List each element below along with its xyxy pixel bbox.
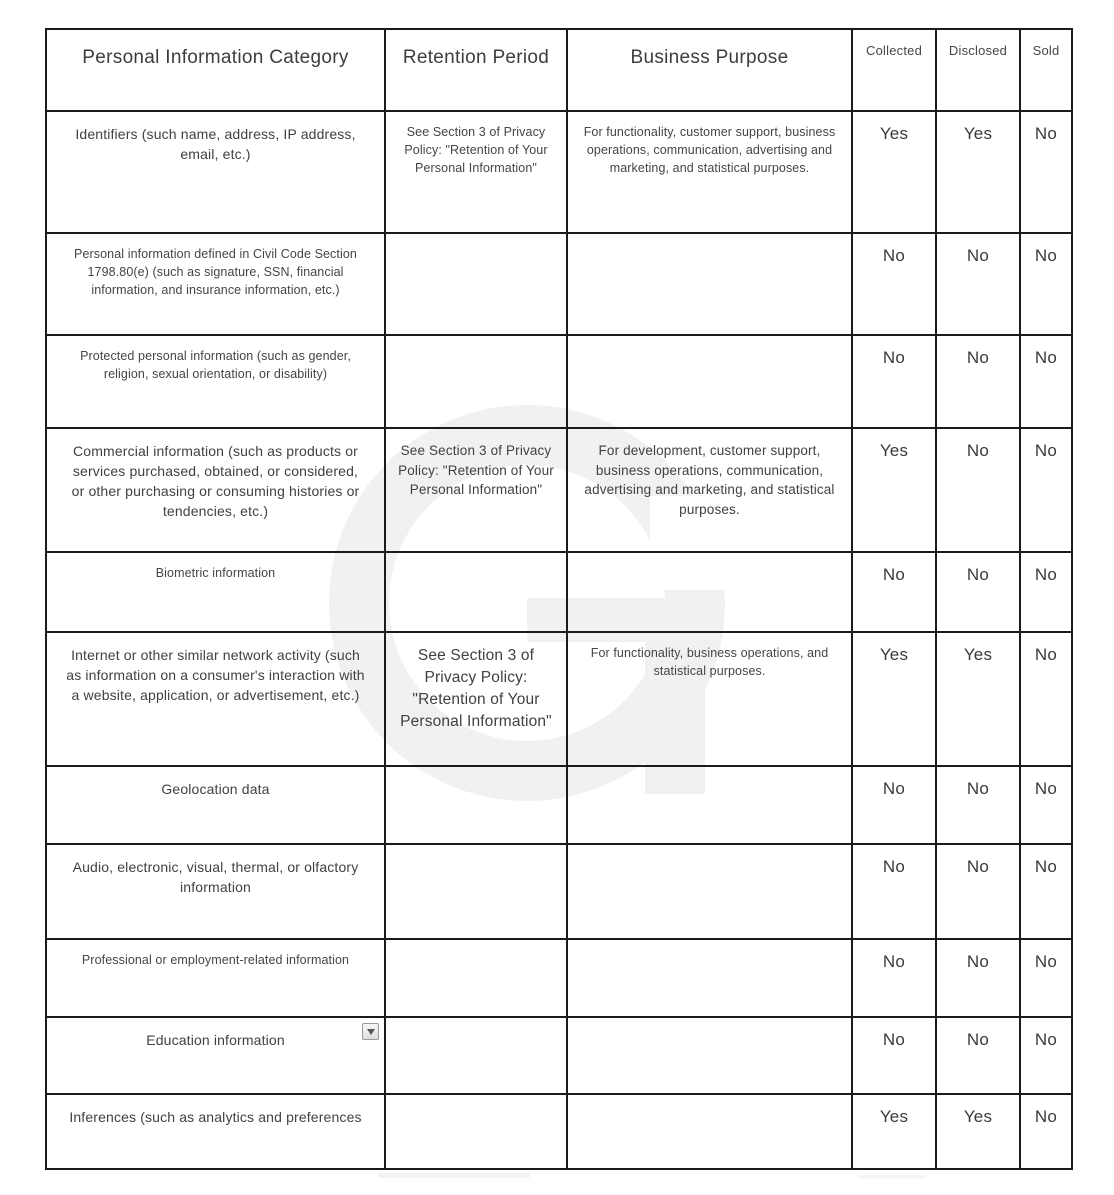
cell-purpose (567, 552, 852, 632)
cell-collected: Yes (852, 632, 936, 766)
header-retention-period: Retention Period (385, 29, 567, 111)
header-row (46, 29, 1072, 111)
cell-purpose (567, 233, 852, 335)
cell-purpose (567, 1017, 852, 1094)
cell-sold: No (1020, 428, 1072, 552)
cell-collected: No (852, 233, 936, 335)
cell-sold: No (1020, 233, 1072, 335)
cell-retention: See Section 3 of Privacy Policy: "Retention of Your Personal Information" (385, 428, 567, 552)
cell-category: Geolocation data (46, 766, 385, 844)
table-row (46, 233, 1072, 335)
cell-sold: No (1020, 552, 1072, 632)
table-row (46, 335, 1072, 428)
cell-sold: No (1020, 335, 1072, 428)
header-business-purpose: Business Purpose (567, 29, 852, 111)
cell-category: Biometric information (46, 552, 385, 632)
cell-disclosed: No (936, 1017, 1020, 1094)
cell-purpose (567, 766, 852, 844)
cell-category: Personal information defined in Civil Code Section 1798.80(e) (such as signature, SSN, financial information, and insurance information, etc.) (46, 233, 385, 335)
cell-disclosed: Yes (936, 632, 1020, 766)
table-row (46, 111, 1072, 233)
table-row (46, 766, 1072, 844)
cell-retention (385, 1017, 567, 1094)
header-personal-information-category: Personal Information Category (46, 29, 385, 111)
cell-retention: See Section 3 of Privacy Policy: "Retention of Your Personal Information" (385, 632, 567, 766)
cell-collected: Yes (852, 1094, 936, 1169)
cell-purpose: For development, customer support, business operations, communication, advertising and marketing, and statistical purposes. (567, 428, 852, 552)
cell-collected: Yes (852, 428, 936, 552)
cell-collected: No (852, 844, 936, 939)
cell-category: Audio, electronic, visual, thermal, or olfactory information (46, 844, 385, 939)
cell-sold: No (1020, 939, 1072, 1017)
cell-disclosed: No (936, 428, 1020, 552)
header-disclosed: Disclosed (936, 29, 1020, 111)
cell-category (46, 1017, 385, 1094)
cell-category: Protected personal information (such as gender, religion, sexual orientation, or disability) (46, 335, 385, 428)
cell-sold: No (1020, 1017, 1072, 1094)
cell-retention (385, 552, 567, 632)
cell-disclosed: No (936, 335, 1020, 428)
cell-sold: No (1020, 1094, 1072, 1169)
education-category-label: Education information (146, 1032, 285, 1048)
table-row (46, 552, 1072, 632)
cell-disclosed: No (936, 939, 1020, 1017)
cell-disclosed: Yes (936, 1094, 1020, 1169)
cell-sold: No (1020, 844, 1072, 939)
cell-disclosed: No (936, 766, 1020, 844)
header-collected: Collected (852, 29, 936, 111)
table-row (46, 632, 1072, 766)
cell-retention (385, 766, 567, 844)
cell-purpose (567, 1094, 852, 1169)
table-row (46, 844, 1072, 939)
table-row (46, 1094, 1072, 1169)
cell-category: Identifiers (such name, address, IP address, email, etc.) (46, 111, 385, 233)
cell-purpose: For functionality, business operations, and statistical purposes. (567, 632, 852, 766)
cell-retention (385, 1094, 567, 1169)
cell-collected: No (852, 1017, 936, 1094)
cell-collected: Yes (852, 111, 936, 233)
cell-category: Internet or other similar network activity (such as information on a consumer's interaction with a website, application, or advertisement, etc.) (46, 632, 385, 766)
cell-purpose (567, 844, 852, 939)
cell-purpose (567, 939, 852, 1017)
cell-disclosed: Yes (936, 111, 1020, 233)
cell-retention (385, 939, 567, 1017)
cell-collected: No (852, 552, 936, 632)
cell-retention: See Section 3 of Privacy Policy: "Retention of Your Personal Information" (385, 111, 567, 233)
cell-purpose: For functionality, customer support, business operations, communication, advertising and marketing, and statistical purposes. (567, 111, 852, 233)
cell-retention (385, 335, 567, 428)
cell-retention (385, 844, 567, 939)
cell-collected: No (852, 766, 936, 844)
cell-sold: No (1020, 111, 1072, 233)
table-row (46, 428, 1072, 552)
cell-disclosed: No (936, 844, 1020, 939)
cell-category: Inferences (such as analytics and preferences (46, 1094, 385, 1169)
cell-disclosed: No (936, 233, 1020, 335)
cell-sold: No (1020, 632, 1072, 766)
cell-category: Professional or employment-related information (46, 939, 385, 1017)
cell-collected: No (852, 335, 936, 428)
header-sold: Sold (1020, 29, 1072, 111)
education-dropdown-button[interactable] (362, 1023, 379, 1040)
privacy-disclosure-table (45, 28, 1073, 1170)
cell-purpose (567, 335, 852, 428)
cell-category: Commercial information (such as products or services purchased, obtained, or considered, or other purchasing or consuming histories or tendencies, etc.) (46, 428, 385, 552)
cell-disclosed: No (936, 552, 1020, 632)
cell-retention (385, 233, 567, 335)
table-row (46, 1017, 1072, 1094)
cell-sold: No (1020, 766, 1072, 844)
caret-down-icon (367, 1029, 375, 1035)
table-row (46, 939, 1072, 1017)
cell-collected: No (852, 939, 936, 1017)
